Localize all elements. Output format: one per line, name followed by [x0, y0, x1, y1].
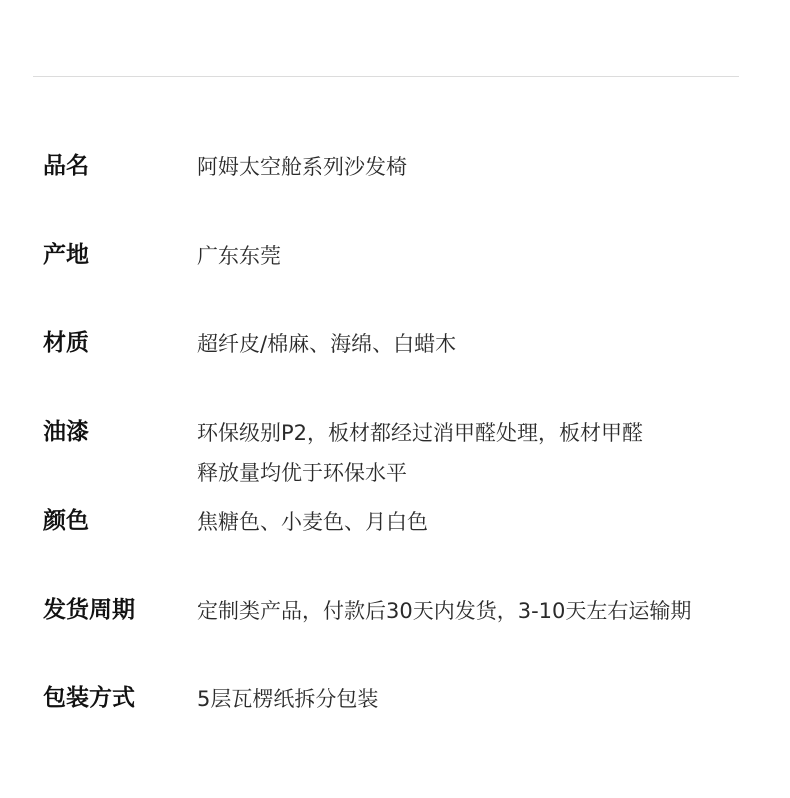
spec-value-line: 5层瓦楞纸拆分包装 [197, 687, 379, 711]
spec-label: 油漆 [43, 419, 89, 445]
spec-label: 颜色 [43, 508, 89, 534]
spec-value [197, 679, 757, 719]
top-divider [33, 76, 739, 77]
spec-value [197, 413, 757, 493]
spec-label: 品名 [43, 153, 89, 179]
spec-value-line: 阿姆太空舱系列沙发椅 [197, 155, 407, 179]
spec-label: 包装方式 [43, 685, 135, 711]
spec-label: 产地 [43, 242, 89, 268]
spec-label: 发货周期 [43, 597, 135, 623]
spec-value [197, 236, 757, 276]
spec-value [197, 147, 757, 187]
spec-value-line: 环保级别P2，板材都经过消甲醛处理，板材甲醛 [197, 421, 644, 445]
spec-label: 材质 [43, 330, 89, 356]
spec-value-line: 超纤皮/棉麻、海绵、白蜡木 [197, 332, 457, 356]
spec-value [197, 324, 757, 364]
spec-value [197, 502, 757, 542]
spec-value-line: 焦糖色、小麦色、月白色 [197, 510, 428, 534]
spec-value-line: 定制类产品，付款后30天内发货，3-10天左右运输期 [197, 599, 692, 623]
spec-value-line: 广东东莞 [197, 244, 281, 268]
spec-value-line: 释放量均优于环保水平 [197, 461, 407, 485]
spec-value [197, 591, 757, 631]
